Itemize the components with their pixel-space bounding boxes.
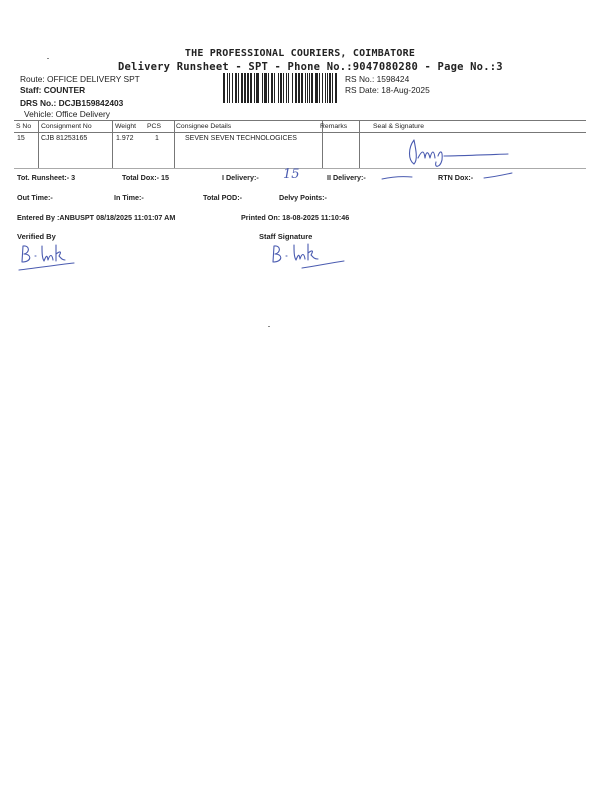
barcode-bar <box>274 73 275 103</box>
col-sep <box>174 120 175 168</box>
barcode-bar <box>238 73 239 103</box>
barcode-bar <box>311 73 313 103</box>
barcode-bar <box>262 73 263 103</box>
barcode-bar <box>332 73 333 103</box>
barcode-bar <box>247 73 249 103</box>
barcode-bar <box>325 73 326 103</box>
row-weight: 1.972 <box>116 135 134 142</box>
barcode-bar <box>309 73 310 103</box>
barcode-bar <box>335 73 337 103</box>
i-delivery-label: I Delivery:- <box>222 173 259 182</box>
entered-by: Entered By :ANBUSPT 08/18/2025 11:01:07 AM <box>17 213 176 222</box>
col-header-seal: Seal & Signature <box>373 123 425 130</box>
barcode-bar <box>295 73 297 103</box>
barcode-bar <box>232 73 233 103</box>
total-pod: Total POD:- <box>203 193 242 202</box>
route-label: Route: OFFICE DELIVERY SPT <box>20 74 140 84</box>
ii-delivery-dash-mark <box>381 173 413 183</box>
runsheet-subtitle: Delivery Runsheet - SPT - Phone No.:9047080280 - Page No.:3 <box>118 61 503 73</box>
col-header-sno: S No <box>16 123 32 130</box>
in-time: In Time:- <box>114 193 144 202</box>
barcode-bar <box>241 73 243 103</box>
rs-date: RS Date: 18-Aug-2025 <box>345 85 430 95</box>
barcode-bar <box>227 73 228 103</box>
delvy-points: Delvy Points:- <box>279 193 327 202</box>
table-header-rule <box>14 132 586 133</box>
barcode-bar <box>322 73 323 103</box>
staff-label: Staff: COUNTER <box>20 85 86 95</box>
col-sep <box>112 120 113 168</box>
barcode-bar <box>229 73 230 103</box>
barcode-bar <box>283 73 284 103</box>
barcode-bar <box>223 73 225 103</box>
row-sno: 15 <box>17 135 25 142</box>
ii-delivery-label: II Delivery:- <box>327 173 366 182</box>
barcode-bar <box>307 73 308 103</box>
table-top-rule <box>14 120 586 121</box>
barcode-bar <box>329 73 331 103</box>
row-pcs: 1 <box>155 135 159 142</box>
col-header-weight: Weight <box>115 123 137 130</box>
barcode-bar <box>286 73 287 103</box>
barcode-bar <box>298 73 300 103</box>
staff-signature-image <box>268 242 348 270</box>
barcode-image <box>223 73 340 103</box>
barcode-bar <box>327 73 328 103</box>
col-sep <box>38 120 39 168</box>
barcode-bar <box>271 73 273 103</box>
staff-signature-label: Staff Signature <box>259 232 313 241</box>
row-consignment: CJB 81253165 <box>41 135 88 142</box>
verified-by-label: Verified By <box>17 232 56 241</box>
barcode-bar <box>254 73 255 103</box>
scan-speck <box>47 58 49 59</box>
barcode-bar <box>315 73 318 103</box>
rtn-dox-label: RTN Dox:- <box>438 173 474 182</box>
scan-speck <box>268 326 270 327</box>
row-consignee: SEVEN SEVEN TECHNOLOGICES <box>185 135 297 142</box>
verified-signature-image <box>16 242 78 274</box>
barcode-bar <box>278 73 279 103</box>
barcode-bar <box>250 73 252 103</box>
seal-signature-image <box>400 136 510 170</box>
col-header-consignee: Consignee Details <box>176 123 232 130</box>
rtn-dox-dash-mark <box>483 170 513 182</box>
barcode-bar <box>280 73 282 103</box>
barcode-bar <box>244 73 246 103</box>
col-header-pcs: PCS <box>147 123 161 130</box>
out-time: Out Time:- <box>17 193 53 202</box>
barcode-bar <box>292 73 293 103</box>
i-delivery-handwritten-value: 15 <box>283 167 300 182</box>
vehicle-label: Vehicle: Office Delivery <box>24 109 110 119</box>
barcode-bar <box>305 73 306 103</box>
barcode-bar <box>268 73 269 103</box>
barcode-bar <box>301 73 303 103</box>
total-dox: Total Dox:- 15 <box>122 173 169 182</box>
barcode-bar <box>235 73 237 103</box>
col-sep <box>359 120 360 168</box>
printed-on: Printed On: 18-08-2025 11:10:46 <box>241 213 350 222</box>
barcode-bar <box>288 73 289 103</box>
rs-number: RS No.: 1598424 <box>345 74 410 84</box>
barcode-bar <box>319 73 320 103</box>
barcode-bar <box>264 73 267 103</box>
company-name: THE PROFESSIONAL COURIERS, COIMBATORE <box>184 48 416 59</box>
col-header-consignment: Consignment No <box>41 123 92 130</box>
tot-runsheet: Tot. Runsheet:- 3 <box>17 173 76 182</box>
col-header-remarks: Remarks <box>320 123 348 130</box>
barcode-bar <box>256 73 259 103</box>
drs-number: DRS No.: DCJB159842403 <box>20 98 124 108</box>
